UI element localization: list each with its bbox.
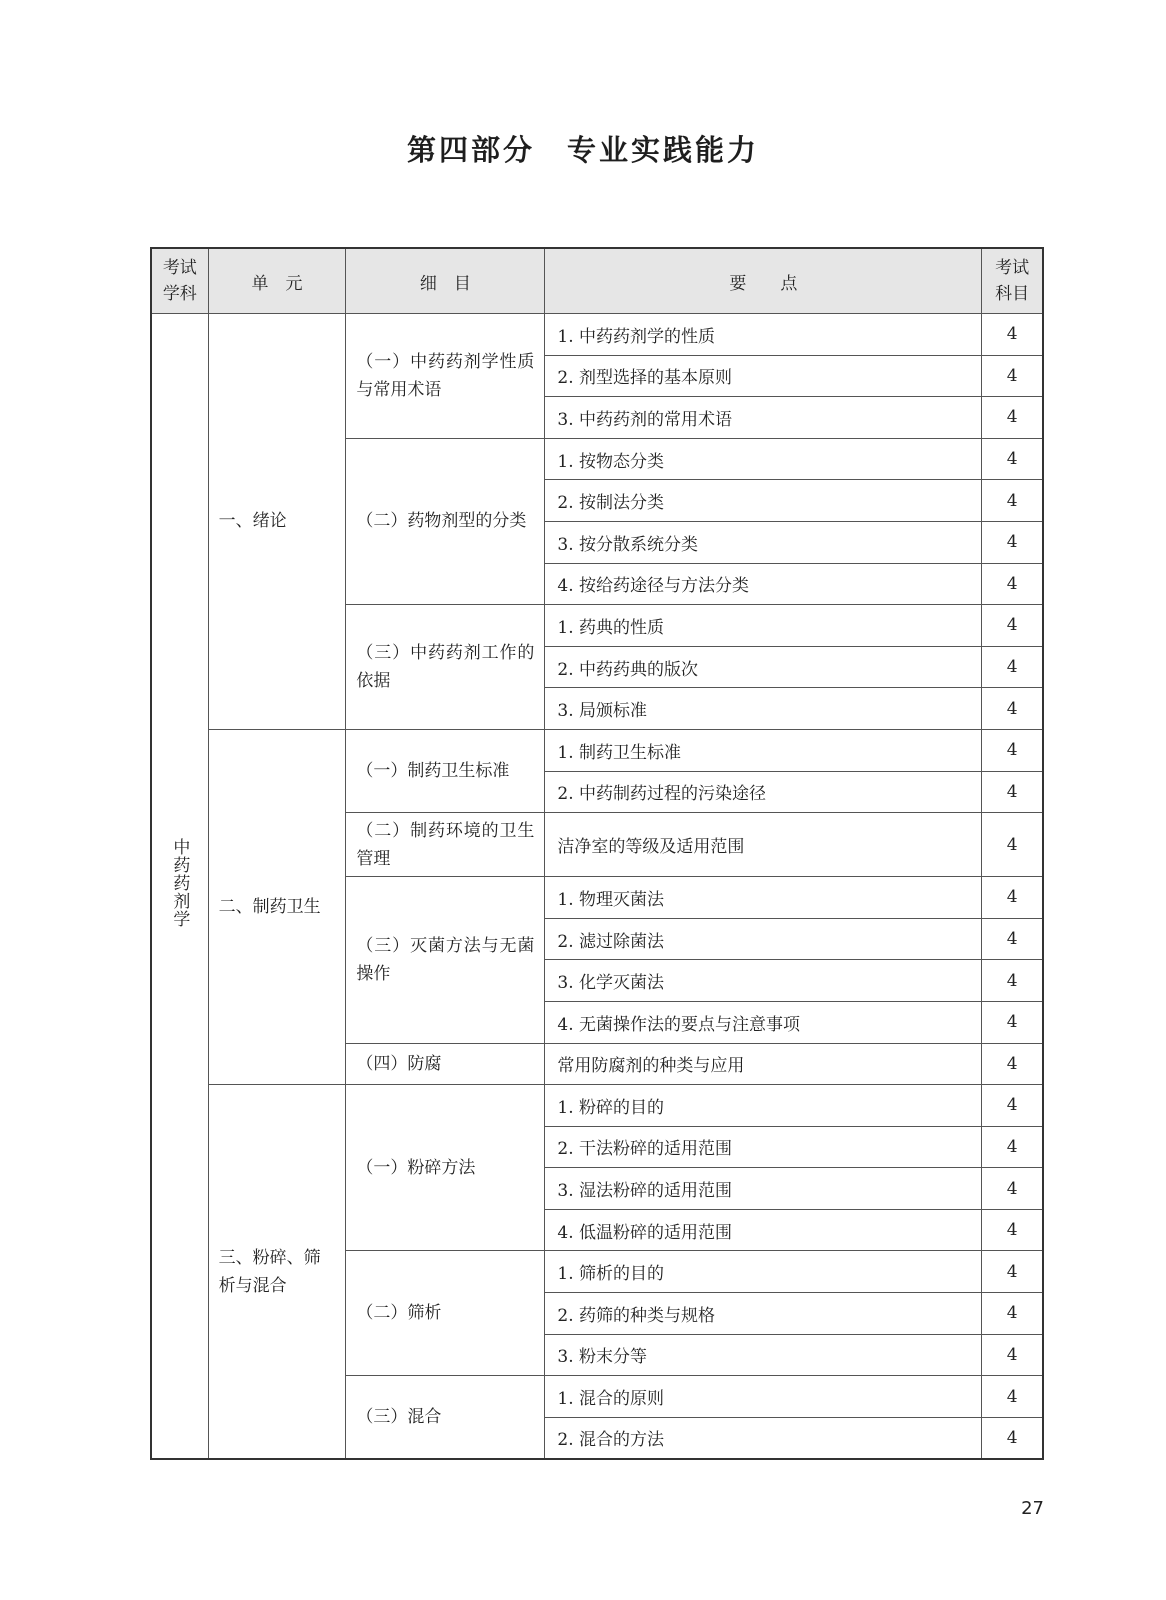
subject-name: 中药药剂学: [169, 838, 190, 929]
grade-cell: 4: [982, 355, 1043, 397]
header-subject: [151, 248, 208, 314]
header-subject-line2: 学科: [162, 284, 197, 304]
grade-cell: 4: [982, 1417, 1043, 1459]
point-cell: 4. 低温粉碎的适用范围: [545, 1209, 982, 1251]
item-cell: （三）混合: [346, 1376, 545, 1459]
grade-cell: 4: [982, 771, 1043, 813]
point-cell: 3. 粉末分等: [545, 1334, 982, 1376]
table-row: [151, 314, 1043, 356]
grade-cell: 4: [982, 1334, 1043, 1376]
point-cell: 常用防腐剂的种类与应用: [545, 1043, 982, 1085]
grade-cell: 4: [982, 438, 1043, 480]
point-cell: 3. 中药药剂的常用术语: [545, 397, 982, 439]
header-subject-line1: 考试: [162, 258, 197, 278]
header-grade-line1: 考试: [995, 258, 1030, 278]
grade-cell: 4: [982, 563, 1043, 605]
grade-cell: 4: [982, 688, 1043, 730]
point-cell: 2. 中药药典的版次: [545, 646, 982, 688]
point-cell: 2. 干法粉碎的适用范围: [545, 1126, 982, 1168]
point-cell: 1. 按物态分类: [545, 438, 982, 480]
grade-cell: 4: [982, 605, 1043, 647]
grade-cell: 4: [982, 918, 1043, 960]
item-cell: （三）中药药剂工作的依据: [346, 605, 545, 730]
syllabus-table: [150, 247, 1044, 1460]
header-point: 要 点: [545, 248, 982, 314]
point-cell: 1. 物理灭菌法: [545, 877, 982, 919]
point-cell: 1. 药典的性质: [545, 605, 982, 647]
header-item: 细 目: [346, 248, 545, 314]
grade-cell: 4: [982, 729, 1043, 771]
grade-cell: 4: [982, 813, 1043, 877]
grade-cell: 4: [982, 1043, 1043, 1085]
item-cell: （二）制药环境的卫生管理: [346, 813, 545, 877]
grade-cell: 4: [982, 314, 1043, 356]
table-row: [151, 729, 1043, 771]
header-grade-line2: 科目: [995, 284, 1030, 304]
grade-cell: 4: [982, 877, 1043, 919]
point-cell: 2. 按制法分类: [545, 480, 982, 522]
point-cell: 洁净室的等级及适用范围: [545, 813, 982, 877]
point-cell: 3. 局颁标准: [545, 688, 982, 730]
point-cell: 4. 无菌操作法的要点与注意事项: [545, 1001, 982, 1043]
grade-cell: 4: [982, 397, 1043, 439]
grade-cell: 4: [982, 1001, 1043, 1043]
header-row: [151, 248, 1043, 314]
page-title: 第四部分 专业实践能力: [406, 133, 759, 167]
point-cell: 2. 药筛的种类与规格: [545, 1293, 982, 1335]
grade-cell: 4: [982, 646, 1043, 688]
item-cell: （三）灭菌方法与无菌操作: [346, 877, 545, 1043]
point-cell: 1. 制药卫生标准: [545, 729, 982, 771]
point-cell: 3. 湿法粉碎的适用范围: [545, 1168, 982, 1210]
grade-cell: 4: [982, 1376, 1043, 1418]
item-cell: （一）粉碎方法: [346, 1085, 545, 1251]
grade-cell: 4: [982, 960, 1043, 1002]
item-cell: （一）制药卫生标准: [346, 729, 545, 812]
point-cell: 1. 筛析的目的: [545, 1251, 982, 1293]
point-cell: 3. 按分散系统分类: [545, 521, 982, 563]
point-cell: 3. 化学灭菌法: [545, 960, 982, 1002]
grade-cell: 4: [982, 1293, 1043, 1335]
unit-cell: 一、绪论: [208, 314, 346, 730]
point-cell: 1. 粉碎的目的: [545, 1085, 982, 1127]
point-cell: 1. 中药药剂学的性质: [545, 314, 982, 356]
point-cell: 2. 滤过除菌法: [545, 918, 982, 960]
table-body: [151, 314, 1043, 1459]
grade-cell: 4: [982, 480, 1043, 522]
page-number: 27: [1021, 1498, 1044, 1519]
subject-cell: [151, 314, 208, 1459]
grade-cell: 4: [982, 1168, 1043, 1210]
item-cell: （四）防腐: [346, 1043, 545, 1085]
point-cell: 2. 混合的方法: [545, 1417, 982, 1459]
unit-cell: 二、制药卫生: [208, 729, 346, 1084]
header-grade: [982, 248, 1043, 314]
grade-cell: 4: [982, 1085, 1043, 1127]
grade-cell: 4: [982, 1209, 1043, 1251]
grade-cell: 4: [982, 1126, 1043, 1168]
point-cell: 2. 剂型选择的基本原则: [545, 355, 982, 397]
item-cell: （一）中药药剂学性质与常用术语: [346, 314, 545, 439]
point-cell: 1. 混合的原则: [545, 1376, 982, 1418]
table-row: [151, 1085, 1043, 1127]
point-cell: 2. 中药制药过程的污染途径: [545, 771, 982, 813]
grade-cell: 4: [982, 521, 1043, 563]
unit-cell: 三、粉碎、筛析与混合: [208, 1085, 346, 1459]
item-cell: （二）药物剂型的分类: [346, 438, 545, 604]
point-cell: 4. 按给药途径与方法分类: [545, 563, 982, 605]
grade-cell: 4: [982, 1251, 1043, 1293]
item-cell: （二）筛析: [346, 1251, 545, 1376]
header-unit: 单 元: [208, 248, 346, 314]
